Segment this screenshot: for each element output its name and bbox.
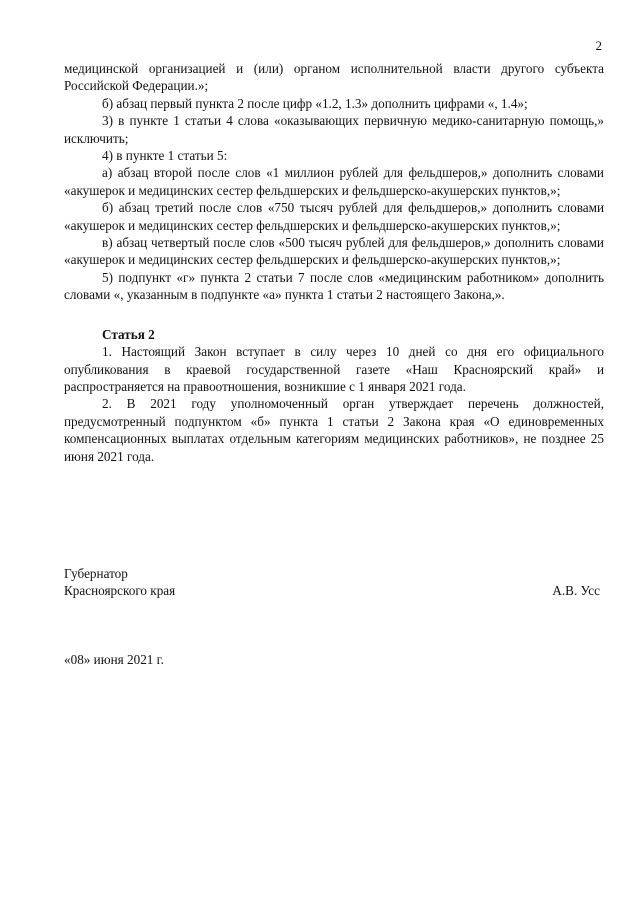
- article-heading: Статья 2: [102, 326, 155, 342]
- paragraph: 5) подпункт «г» пункта 2 статьи 7 после слов «медицинским работником» дополнить словами «, указанным в подпункте «а» пункта 1 статьи 2 настоящего Закона,».: [64, 269, 604, 303]
- paragraph: 4) в пункте 1 статьи 5:: [102, 148, 228, 164]
- paragraph: б) абзац первый пункта 2 после цифр «1.2, 1.3» дополнить цифрами «, 1.4»;: [102, 95, 528, 111]
- document-date: «08» июня 2021 г.: [64, 652, 164, 667]
- paragraph: б) абзац третий после слов «750 тысяч рублей для фельдшеров,» дополнить словами «акушерок и медицинских сестер фельдшерских и фельдшерско-акушерских пунктов,»;: [64, 200, 604, 233]
- page-number: 2: [595, 38, 602, 53]
- article-paragraph: 1. Настоящий Закон вступает в силу через 10 дней со дня его официального опубликования в краевой государственной газете «Наш Красноярский край» и распространяется на правоотношения, возникшие с 1 января 2021 года.: [64, 344, 604, 394]
- paragraph: 3) в пункте 1 статьи 4 слова «оказывающих первичную медико-санитарную помощь,» исключить;: [64, 113, 604, 146]
- paragraph: в) абзац четвертый после слов «500 тысяч рублей для фельдшеров,» дополнить словами «акушерок и медицинских сестер фельдшерских и фельдшерско-акушерских пунктов,»;: [64, 235, 604, 268]
- article-paragraph: 2. В 2021 году уполномоченный орган утверждает перечень должностей, предусмотренный подпунктом «б» пункта 1 статьи 2 Закона края «О единовременных компенсационных выплатах отдельным категориям медицинских работников», не позднее 25 июня 2021 года.: [64, 396, 604, 464]
- signatory-name: А.В. Усс: [552, 583, 600, 599]
- paragraph: медицинской организацией и (или) органом исполнительной власти другого субъекта Российской Федерации.»;: [64, 61, 604, 94]
- paragraph: а) абзац второй после слов «1 миллион рублей для фельдшеров,» дополнить словами «акушерок и медицинских сестер фельдшерских и фельдшерско-акушерских пунктов,»;: [64, 165, 604, 198]
- signatory-title-line2: Красноярского края: [64, 583, 176, 599]
- signatory-title-line1: Губернатор: [64, 566, 128, 581]
- document-body: [64, 60, 604, 465]
- signature-block: [64, 565, 604, 600]
